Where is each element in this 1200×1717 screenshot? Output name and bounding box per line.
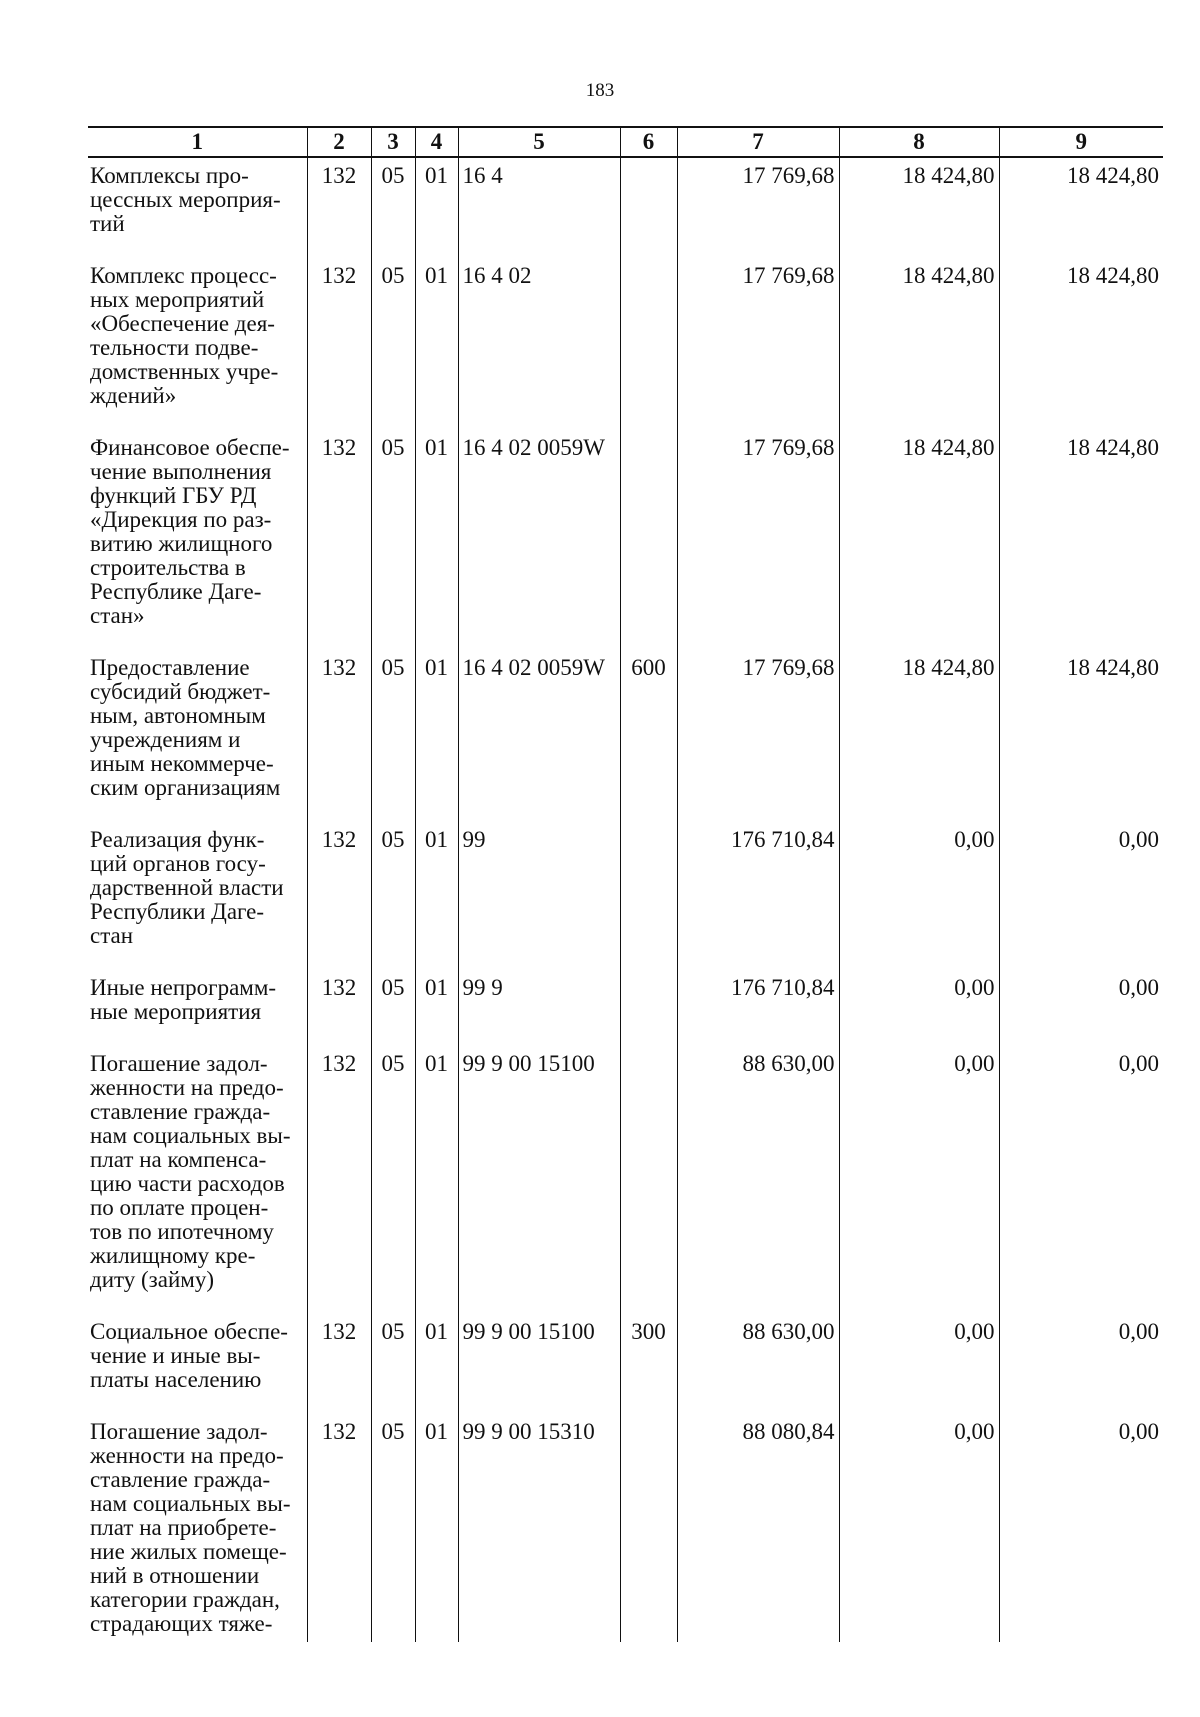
table-row [88,1414,1163,1642]
expense-type-cell [620,1046,677,1314]
item-name-line: Предоставление [90,655,250,680]
budget-table [88,126,1163,1642]
item-name-line: плат на компенса- [90,1147,267,1172]
amount-col7-cell: 88 630,00 [677,1046,839,1314]
amount-col7-cell: 88 080,84 [677,1414,839,1642]
amount-col8-cell: 0,00 [839,822,999,970]
subsection-code-cell: 01 [415,430,458,650]
header-cell: 1 [88,127,307,157]
item-name-line: Республики Даге- [90,899,265,924]
ministry-code-cell: 132 [307,1046,371,1314]
item-name-line: чение выполнения [90,459,272,484]
item-name-line: витию жилищного [90,531,273,556]
amount-col9-cell: 0,00 [999,1414,1163,1642]
ministry-code-cell: 132 [307,970,371,1046]
section-code-cell: 05 [371,258,415,430]
section-code-cell: 05 [371,650,415,822]
expense-type-cell [620,258,677,430]
amount-col7-cell: 17 769,68 [677,430,839,650]
item-name-cell [88,1314,307,1414]
item-name-line: Погашение задол- [90,1419,268,1444]
item-name-line: цию части расходов [90,1171,285,1196]
target-article-cell: 16 4 02 0059W [458,430,620,650]
expense-type-cell: 300 [620,1314,677,1414]
subsection-code-cell: 01 [415,1314,458,1414]
item-name-line: категории граждан, [90,1587,280,1612]
item-name-cell [88,650,307,822]
item-name-line: Республике Даге- [90,579,262,604]
amount-col9-cell: 0,00 [999,1314,1163,1414]
section-code-cell: 05 [371,1414,415,1642]
target-article-cell: 99 9 00 15310 [458,1414,620,1642]
item-name-line: Погашение задол- [90,1051,268,1076]
expense-type-cell [620,157,677,258]
amount-col8-cell: 0,00 [839,1314,999,1414]
item-name-line: домственных учре- [90,359,279,384]
item-name-line: Иные непрограмм- [90,975,277,1000]
table-row [88,650,1163,822]
item-name-line: ных мероприятий [90,287,265,312]
subsection-code-cell: 01 [415,157,458,258]
item-name-line: женности на предо- [90,1443,284,1468]
item-name-line: жилищному кре- [90,1243,256,1268]
amount-col8-cell: 18 424,80 [839,157,999,258]
item-name-cell [88,430,307,650]
item-name-line: тий [90,211,125,236]
expense-type-cell [620,970,677,1046]
item-name-cell [88,970,307,1046]
item-name-line: тельности подве- [90,335,259,360]
item-name-line: стан» [90,603,145,628]
item-name-line: «Дирекция по раз- [90,507,272,532]
item-name-line: платы населению [90,1367,262,1392]
table-row [88,157,1163,258]
item-name-line: тов по ипотечному [90,1219,274,1244]
target-article-cell: 99 9 00 15100 [458,1046,620,1314]
amount-col8-cell: 0,00 [839,1414,999,1642]
item-name-line: страдающих тяже- [90,1611,273,1636]
amount-col8-cell: 0,00 [839,1046,999,1314]
item-name-line: строительства в [90,555,246,580]
amount-col9-cell: 0,00 [999,822,1163,970]
item-name-cell [88,1414,307,1642]
ministry-code-cell: 132 [307,1314,371,1414]
amount-col9-cell: 0,00 [999,1046,1163,1314]
section-code-cell: 05 [371,1046,415,1314]
amount-col7-cell: 17 769,68 [677,650,839,822]
subsection-code-cell: 01 [415,1046,458,1314]
item-name-cell [88,258,307,430]
amount-col8-cell: 0,00 [839,970,999,1046]
section-code-cell: 05 [371,970,415,1046]
header-cell: 7 [677,127,839,157]
amount-col8-cell: 18 424,80 [839,258,999,430]
ministry-code-cell: 132 [307,822,371,970]
table-body [88,157,1163,1642]
amount-col9-cell: 18 424,80 [999,258,1163,430]
expense-type-cell [620,1414,677,1642]
item-name-line: иным некоммерче- [90,751,274,776]
amount-col9-cell: 18 424,80 [999,430,1163,650]
amount-col7-cell: 17 769,68 [677,258,839,430]
ministry-code-cell: 132 [307,157,371,258]
item-name-line: дарственной власти [90,875,284,900]
header-cell: 9 [999,127,1163,157]
section-code-cell: 05 [371,1314,415,1414]
item-name-line: цессных мероприя- [90,187,281,212]
item-name-line: плат на приобрете- [90,1515,277,1540]
ministry-code-cell: 132 [307,1414,371,1642]
header-cell: 3 [371,127,415,157]
page-number: 183 [585,80,615,101]
target-article-cell: 99 9 [458,970,620,1046]
section-code-cell: 05 [371,430,415,650]
subsection-code-cell: 01 [415,1414,458,1642]
table-row [88,822,1163,970]
item-name-line: «Обеспечение дея- [90,311,275,336]
item-name-line: ставление гражда- [90,1467,271,1492]
table-row [88,258,1163,430]
item-name-cell [88,822,307,970]
table-row [88,970,1163,1046]
target-article-cell: 16 4 02 0059W [458,650,620,822]
item-name-line: чение и иные вы- [90,1343,261,1368]
section-code-cell: 05 [371,822,415,970]
item-name-line: ждений» [90,383,177,408]
item-name-line: женности на предо- [90,1075,284,1100]
subsection-code-cell: 01 [415,822,458,970]
item-name-line: диту (займу) [90,1267,214,1292]
item-name-line: Комплекс процесс- [90,263,277,288]
item-name-line: нам социальных вы- [90,1491,291,1516]
target-article-cell: 16 4 02 [458,258,620,430]
table-row [88,1046,1163,1314]
subsection-code-cell: 01 [415,970,458,1046]
amount-col9-cell: 0,00 [999,970,1163,1046]
amount-col8-cell: 18 424,80 [839,430,999,650]
target-article-cell: 16 4 [458,157,620,258]
item-name-cell [88,1046,307,1314]
amount-col9-cell: 18 424,80 [999,650,1163,822]
amount-col9-cell: 18 424,80 [999,157,1163,258]
item-name-line: ским организациям [90,775,281,800]
amount-col7-cell: 176 710,84 [677,970,839,1046]
item-name-line: стан [90,923,134,948]
header-cell: 8 [839,127,999,157]
item-name-line: по оплате процен- [90,1195,269,1220]
header-cell: 6 [620,127,677,157]
header-cell: 5 [458,127,620,157]
amount-col7-cell: 88 630,00 [677,1314,839,1414]
item-name-cell [88,157,307,258]
header-row [88,127,1163,157]
item-name-line: Финансовое обеспе- [90,435,290,460]
item-name-line: ций органов госу- [90,851,266,876]
section-code-cell: 05 [371,157,415,258]
ministry-code-cell: 132 [307,430,371,650]
subsection-code-cell: 01 [415,650,458,822]
amount-col7-cell: 176 710,84 [677,822,839,970]
item-name-line: Комплексы про- [90,163,249,188]
table-row [88,430,1163,650]
amount-col7-cell: 17 769,68 [677,157,839,258]
item-name-line: Реализация функ- [90,827,265,852]
amount-col8-cell: 18 424,80 [839,650,999,822]
item-name-line: ние жилых помеще- [90,1539,287,1564]
target-article-cell: 99 [458,822,620,970]
expense-type-cell [620,822,677,970]
expense-type-cell: 600 [620,650,677,822]
table-row [88,1314,1163,1414]
item-name-line: ным, автономным [90,703,266,728]
target-article-cell: 99 9 00 15100 [458,1314,620,1414]
item-name-line: ний в отношении [90,1563,260,1588]
header-cell: 4 [415,127,458,157]
item-name-line: нам социальных вы- [90,1123,291,1148]
item-name-line: учреждениям и [90,727,241,752]
subsection-code-cell: 01 [415,258,458,430]
item-name-line: ставление гражда- [90,1099,271,1124]
item-name-line: функций ГБУ РД [90,483,257,508]
item-name-line: субсидий бюджет- [90,679,271,704]
ministry-code-cell: 132 [307,650,371,822]
item-name-line: Социальное обеспе- [90,1319,288,1344]
expense-type-cell [620,430,677,650]
item-name-line: ные мероприятия [90,999,262,1024]
ministry-code-cell: 132 [307,258,371,430]
header-cell: 2 [307,127,371,157]
